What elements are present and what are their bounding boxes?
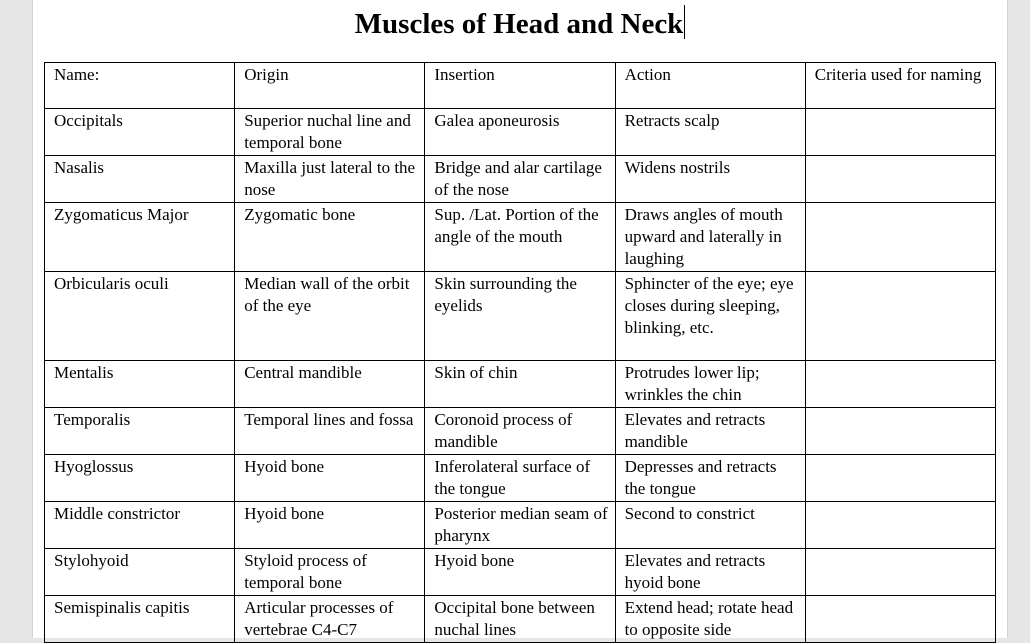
document-title-text: Muscles of Head and Neck (354, 8, 684, 40)
table-row (45, 272, 996, 361)
cell-criteria[interactable] (805, 549, 995, 596)
table-row (45, 549, 996, 596)
cell-insertion[interactable]: Galea aponeurosis (425, 109, 615, 156)
cell-insertion[interactable]: Occipital bone between nuchal lines (425, 596, 615, 643)
table-header-row (45, 63, 996, 109)
muscles-table (44, 62, 996, 643)
text-cursor (684, 5, 685, 39)
header-criteria[interactable]: Criteria used for naming (805, 63, 995, 109)
cell-insertion[interactable]: Bridge and alar cartilage of the nose (425, 156, 615, 203)
cell-insertion[interactable]: Sup. /Lat. Portion of the angle of the mouth (425, 203, 615, 272)
table-row (45, 455, 996, 502)
table-row (45, 502, 996, 549)
cell-insertion[interactable]: Skin surrounding the eyelids (425, 272, 615, 361)
cell-name[interactable]: Orbicularis oculi (45, 272, 235, 361)
cell-criteria[interactable] (805, 596, 995, 643)
cell-origin[interactable]: Hyoid bone (235, 455, 425, 502)
cell-action[interactable]: Draws angles of mouth upward and laterally in laughing (615, 203, 805, 272)
table-row (45, 203, 996, 272)
table-row (45, 361, 996, 408)
cell-action[interactable]: Second to constrict (615, 502, 805, 549)
cell-criteria[interactable] (805, 455, 995, 502)
cell-action[interactable]: Elevates and retracts mandible (615, 408, 805, 455)
cell-name[interactable]: Occipitals (45, 109, 235, 156)
cell-name[interactable]: Nasalis (45, 156, 235, 203)
cell-action[interactable]: Sphincter of the eye; eye closes during sleeping, blinking, etc. (615, 272, 805, 361)
cell-insertion[interactable]: Inferolateral surface of the tongue (425, 455, 615, 502)
table-row (45, 156, 996, 203)
document-title[interactable] (33, 5, 1007, 42)
cell-action[interactable]: Protrudes lower lip; wrinkles the chin (615, 361, 805, 408)
cell-insertion[interactable]: Coronoid process of mandible (425, 408, 615, 455)
cell-action[interactable]: Depresses and retracts the tongue (615, 455, 805, 502)
cell-name[interactable]: Zygomaticus Major (45, 203, 235, 272)
cell-action[interactable]: Widens nostrils (615, 156, 805, 203)
cell-name[interactable]: Semispinalis capitis (45, 596, 235, 643)
header-action[interactable]: Action (615, 63, 805, 109)
cell-origin[interactable]: Temporal lines and fossa (235, 408, 425, 455)
cell-action[interactable]: Elevates and retracts hyoid bone (615, 549, 805, 596)
cell-action[interactable]: Extend head; rotate head to opposite side (615, 596, 805, 643)
cell-criteria[interactable] (805, 156, 995, 203)
cell-name[interactable]: Middle constrictor (45, 502, 235, 549)
cell-name[interactable]: Hyoglossus (45, 455, 235, 502)
cell-name[interactable]: Mentalis (45, 361, 235, 408)
cell-insertion[interactable]: Posterior median seam of pharynx (425, 502, 615, 549)
cell-origin[interactable]: Maxilla just lateral to the nose (235, 156, 425, 203)
document-page[interactable] (32, 0, 1008, 638)
cell-criteria[interactable] (805, 272, 995, 361)
header-name[interactable]: Name: (45, 63, 235, 109)
cell-insertion[interactable]: Skin of chin (425, 361, 615, 408)
cell-origin[interactable]: Styloid process of temporal bone (235, 549, 425, 596)
cell-origin[interactable]: Median wall of the orbit of the eye (235, 272, 425, 361)
cell-criteria[interactable] (805, 408, 995, 455)
cell-origin[interactable]: Superior nuchal line and temporal bone (235, 109, 425, 156)
table-row (45, 596, 996, 643)
header-insertion[interactable]: Insertion (425, 63, 615, 109)
header-origin[interactable]: Origin (235, 63, 425, 109)
cell-name[interactable]: Temporalis (45, 408, 235, 455)
table-row (45, 408, 996, 455)
table-row (45, 109, 996, 156)
cell-criteria[interactable] (805, 203, 995, 272)
cell-criteria[interactable] (805, 502, 995, 549)
cell-origin[interactable]: Central mandible (235, 361, 425, 408)
cell-action[interactable]: Retracts scalp (615, 109, 805, 156)
cell-origin[interactable]: Hyoid bone (235, 502, 425, 549)
cell-criteria[interactable] (805, 361, 995, 408)
cell-origin[interactable]: Articular processes of vertebrae C4-C7 (235, 596, 425, 643)
cell-insertion[interactable]: Hyoid bone (425, 549, 615, 596)
cell-name[interactable]: Stylohyoid (45, 549, 235, 596)
cell-criteria[interactable] (805, 109, 995, 156)
cell-origin[interactable]: Zygomatic bone (235, 203, 425, 272)
